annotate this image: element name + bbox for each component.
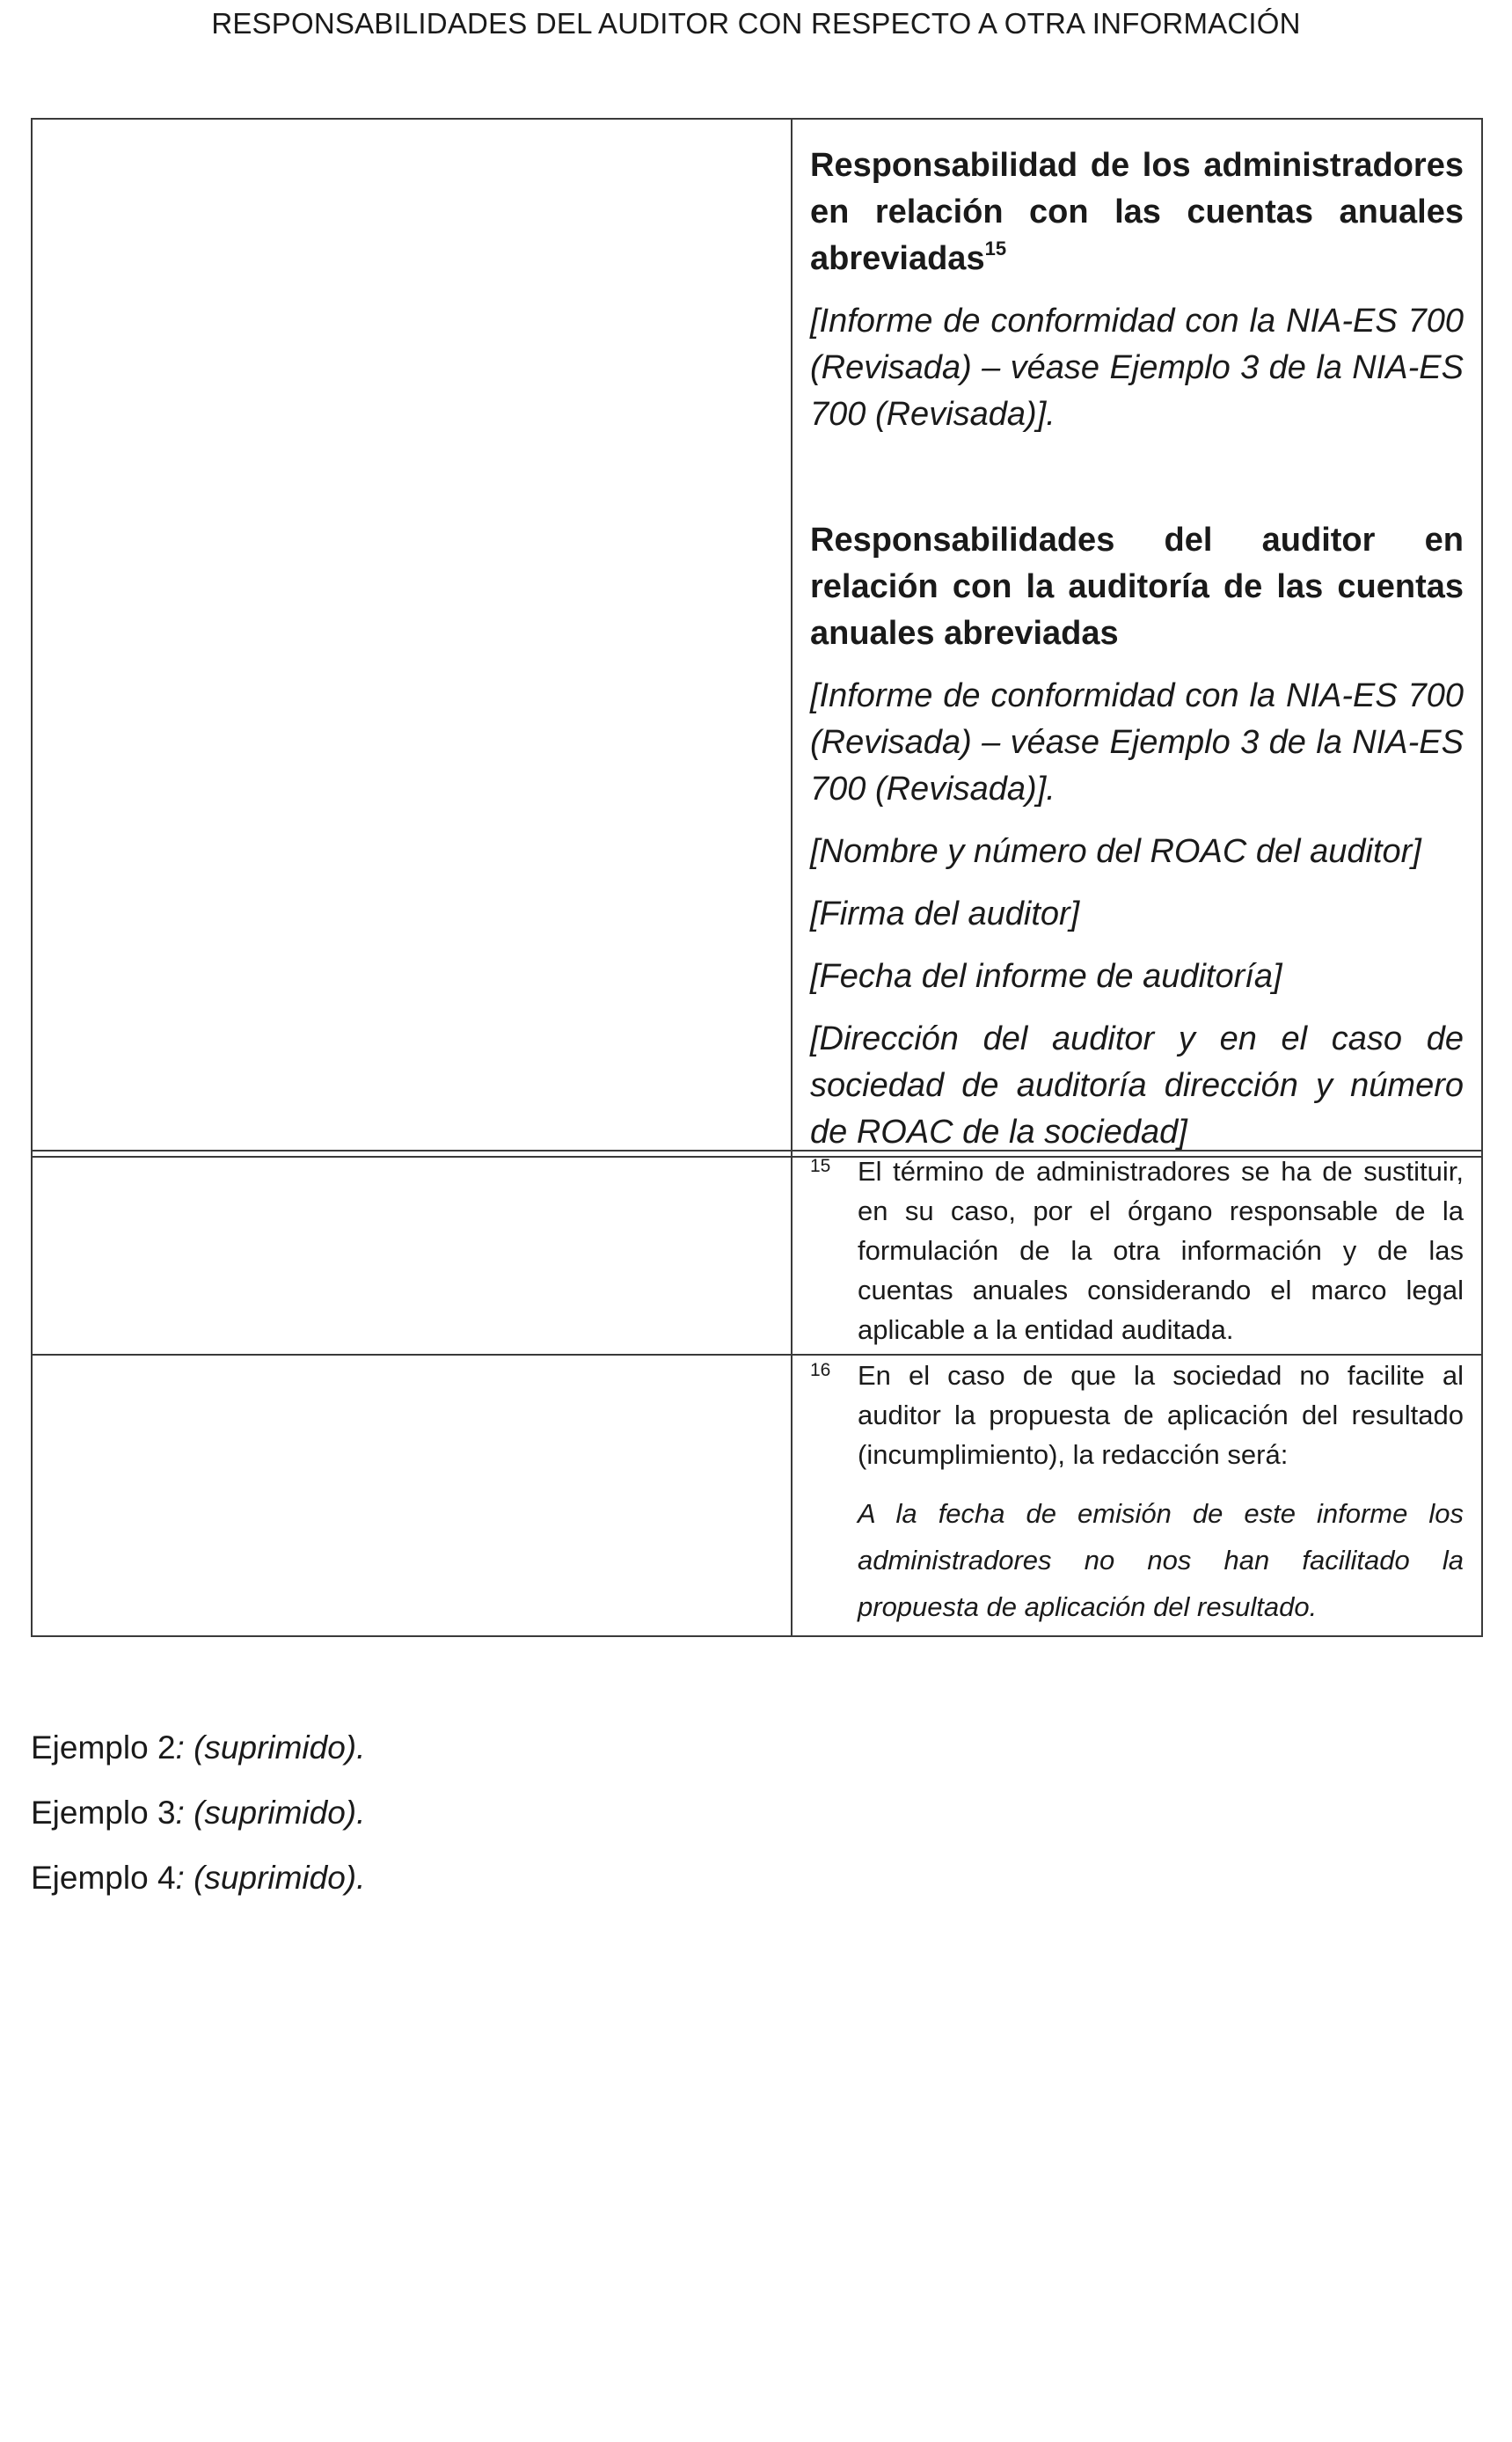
auditor-name-placeholder: [Nombre y número del ROAC del auditor] xyxy=(810,833,1421,870)
footnote-15 xyxy=(810,1152,1464,1349)
footnote-text: El término de administradores se ha de sustituir, en su caso, por el órgano responsable de la formulación de la otra información y de las cuentas anuales considerando el marco legal aplicable a la entidad auditada. xyxy=(858,1156,1464,1345)
example-label: Ejemplo 3 xyxy=(31,1795,176,1831)
page-header: RESPONSABILIDADES DEL AUDITOR CON RESPECTO A OTRA INFORMACIÓN xyxy=(211,7,1301,40)
footnote-number: 16 xyxy=(810,1360,831,1380)
reference-note-1: [Informe de conformidad con la NIA-ES 700 (Revisada) – véase Ejemplo 3 de la NIA-ES 700 (Revisada)]. xyxy=(810,303,1464,433)
report-table-content-cell xyxy=(792,119,1482,1157)
auditor-signature-placeholder: [Firma del auditor] xyxy=(810,896,1080,932)
heading-directors-text: Responsabilidad de los administradores en relación con las cuentas anuales abreviadas xyxy=(810,147,1464,277)
footnote-16-cell xyxy=(792,1355,1482,1636)
example-note: : (suprimido). xyxy=(175,1729,366,1766)
report-date-placeholder: [Fecha del informe de auditoría] xyxy=(810,958,1282,995)
heading-directors-responsibility xyxy=(810,143,1464,282)
footnote-left-cell-1 xyxy=(32,1151,792,1355)
report-table xyxy=(31,118,1483,1158)
example-item xyxy=(31,1715,365,1780)
examples-list xyxy=(31,1715,365,1911)
footnotes-table xyxy=(31,1150,1483,1637)
example-item xyxy=(31,1846,365,1911)
footnote-15-cell xyxy=(792,1151,1482,1355)
footnote-ref-15: 15 xyxy=(984,238,1007,260)
footnote-left-cell-2 xyxy=(32,1355,792,1636)
report-table-left-cell xyxy=(32,119,792,1157)
example-note: : (suprimido). xyxy=(175,1795,366,1831)
heading-auditor-responsibility: Responsabilidades del auditor en relación con la auditoría de las cuentas anuales abreviadas xyxy=(810,522,1464,652)
example-label: Ejemplo 2 xyxy=(31,1729,176,1766)
example-note: : (suprimido). xyxy=(175,1860,366,1896)
reference-note-2: [Informe de conformidad con la NIA-ES 700 (Revisada) – véase Ejemplo 3 de la NIA-ES 700 (Revisada)]. xyxy=(810,677,1464,808)
example-label: Ejemplo 4 xyxy=(31,1860,176,1896)
auditor-address-placeholder: [Dirección del auditor y en el caso de sociedad de auditoría dirección y número de ROAC de la sociedad] xyxy=(810,1020,1464,1151)
footnote-body xyxy=(858,1356,1464,1630)
footnote-text: En el caso de que la sociedad no facilite al auditor la propuesta de aplicación del resultado (incumplimiento), la redacción será: xyxy=(858,1360,1464,1470)
example-item xyxy=(31,1780,365,1846)
footnote-16 xyxy=(810,1356,1464,1630)
footnote-number: 15 xyxy=(810,1156,831,1176)
footnote-quote: A la fecha de emisión de este informe los administradores no nos han facilitado la propuesta de aplicación del resultado. xyxy=(858,1498,1464,1622)
